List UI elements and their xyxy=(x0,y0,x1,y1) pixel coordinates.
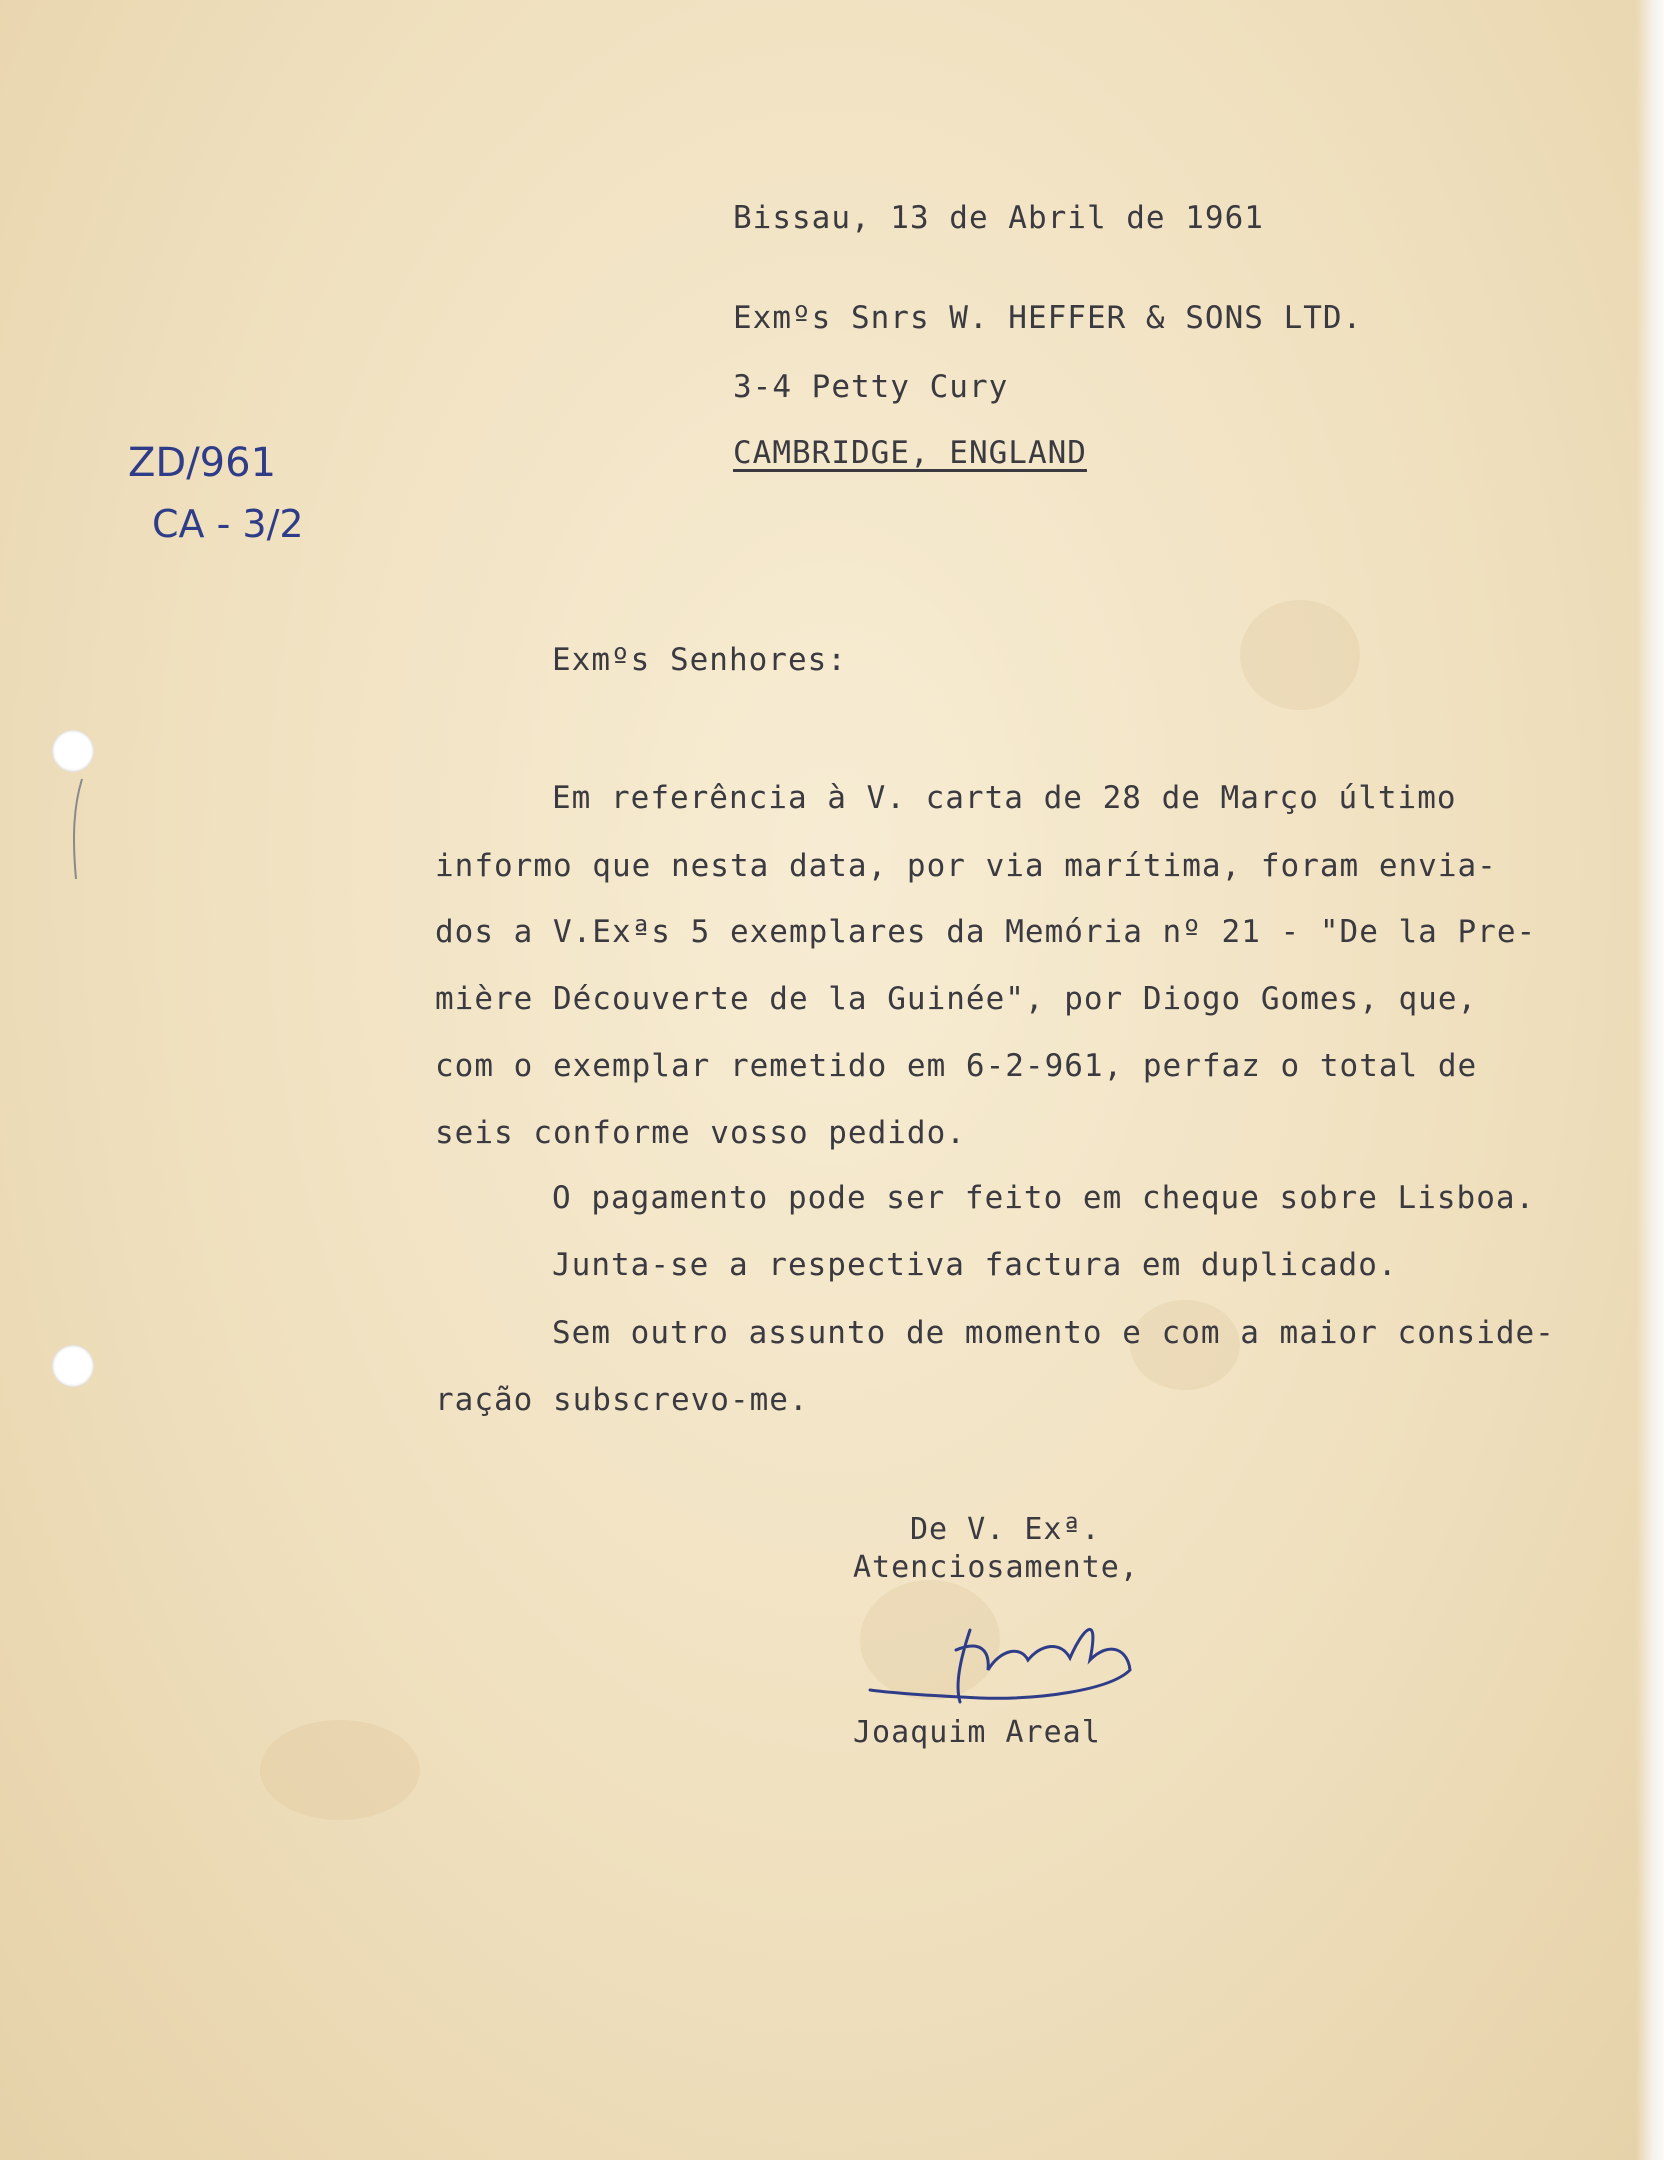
handwritten-reference-2 xyxy=(152,502,304,546)
body-line: O pagamento pode ser feito em cheque sobre Lisboa. xyxy=(552,1180,1536,1216)
punch-hole xyxy=(52,1345,94,1387)
body-line: mière Découverte de la Guinée", por Diogo Gomes, que, xyxy=(435,981,1478,1017)
body-line: Sem outro assunto de momento e com a maior conside- xyxy=(552,1315,1555,1351)
pencil-mark xyxy=(60,775,100,885)
body-line: Junta-se a respectiva factura em duplicado. xyxy=(552,1247,1398,1283)
salutation: Exmºs Senhores: xyxy=(552,642,847,678)
date-line: Bissau, 13 de Abril de 1961 xyxy=(733,200,1264,236)
body-line: com o exemplar remetido em 6-2-961, perfaz o total de xyxy=(435,1048,1478,1084)
body-line: ração subscrevo-me. xyxy=(435,1382,809,1418)
body-line: dos a V.Exªs 5 exemplares da Memória nº 21 - "De la Pre- xyxy=(435,914,1537,950)
body-line: seis conforme vosso pedido. xyxy=(435,1115,966,1151)
closing-line-2: Atenciosamente, xyxy=(853,1550,1139,1585)
handwritten-ref-line-2: CA - 3/2 xyxy=(152,502,304,546)
handwritten-reference xyxy=(128,440,276,486)
recipient-line-2: 3-4 Petty Cury xyxy=(733,369,1009,405)
recipient-line-1: Exmºs Snrs W. HEFFER & SONS LTD. xyxy=(733,300,1363,336)
handwritten-ref-line-1: ZD/961 xyxy=(128,440,277,486)
punch-hole xyxy=(52,730,94,772)
body-line: informo que nesta data, por via marítima, foram envia- xyxy=(435,848,1497,884)
body-line: Em referência à V. carta de 28 de Março último xyxy=(552,780,1457,816)
paper-stain xyxy=(1240,600,1360,710)
paper-stain xyxy=(260,1720,420,1820)
paper-edge xyxy=(1636,0,1664,2160)
signature xyxy=(860,1590,1160,1720)
signature-name: Joaquim Areal xyxy=(853,1715,1101,1750)
closing-line-1: De V. Exª. xyxy=(910,1512,1101,1547)
recipient-line-3: CAMBRIDGE, ENGLAND xyxy=(733,435,1087,471)
